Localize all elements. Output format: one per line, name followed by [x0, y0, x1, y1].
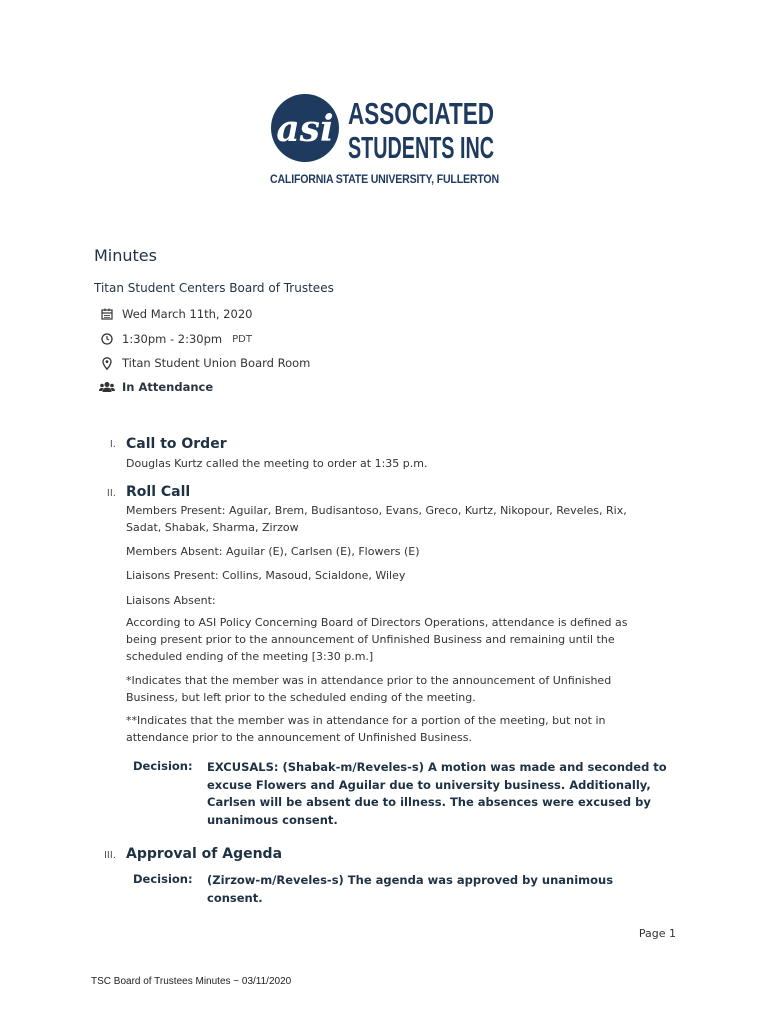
meeting-location: Titan Student Union Board Room	[122, 356, 311, 370]
logo-subtitle: CALIFORNIA STATE UNIVERSITY, FULLERTON	[270, 174, 499, 186]
svg-text:asi: asi	[276, 108, 334, 150]
section-title-approval-of-agenda: Approval of Agenda	[126, 846, 283, 862]
section-number: II.	[106, 488, 116, 499]
board-name: Titan Student Centers Board of Trustees	[94, 281, 334, 295]
location-row	[98, 356, 310, 370]
attendance-heading: In Attendance	[122, 380, 214, 394]
document-title: Minutes	[94, 246, 157, 265]
members-present: Members Present: Aguilar, Brem, Budisantoso, Evans, Greco, Kurtz, Nikopour, Reveles, Rix, Sadat, Shabak, Sharma, Zirzow	[126, 504, 627, 534]
svg-text:ASSOCIATED: ASSOCIATED	[348, 96, 494, 131]
decision-label: Decision:	[133, 872, 193, 886]
users-icon	[98, 380, 116, 394]
timezone: PDT	[232, 333, 252, 345]
location-pin-icon	[98, 356, 116, 370]
calendar-icon	[98, 307, 116, 321]
call-to-order-text: Douglas Kurtz called the meeting to order at 1:35 p.m.	[126, 457, 428, 470]
meeting-date: Wed March 11th, 2020	[122, 307, 253, 321]
liaisons-absent: Liaisons Absent:	[126, 594, 216, 607]
section-title-call-to-order: Call to Order	[126, 436, 227, 452]
meeting-time: 1:30pm - 2:30pm	[122, 332, 223, 346]
date-row	[98, 307, 252, 321]
liaisons-present: Liaisons Present: Collins, Masoud, Scialdone, Wiley	[126, 569, 406, 582]
decision-excusals: EXCUSALS: (Shabak-m/Reveles-s) A motion was made and seconded to excuse Flowers and Aguilar due to university business. Additionally, Carlsen will be absent due to illness. The absences were excused by unanimous consent.	[207, 760, 667, 827]
attendance-note-single: *Indicates that the member was in attendance prior to the announcement of Unfinished Business, but left prior to the scheduled ending of the meeting.	[126, 674, 612, 704]
section-title-roll-call: Roll Call	[126, 484, 191, 500]
attendance-row	[98, 380, 213, 394]
svg-text:STUDENTS INC: STUDENTS INC	[348, 130, 494, 165]
section-number: III.	[103, 850, 116, 861]
page-footer: TSC Board of Trustees Minutes ~ 03/11/2020	[91, 976, 292, 987]
section-number: I.	[109, 439, 116, 450]
attendance-note-double: **Indicates that the member was in attendance for a portion of the meeting, but not in attendance prior to the announcement of Unfinished Business.	[126, 714, 606, 744]
attendance-policy: According to ASI Policy Concerning Board of Directors Operations, attendance is defined as being present prior to the announcement of Unfinished Business and remaining until the scheduled ending of the meeting [3:30 p.m.]	[126, 616, 628, 663]
members-absent: Members Absent: Aguilar (E), Carlsen (E), Flowers (E)	[126, 545, 420, 558]
decision-label: Decision:	[133, 759, 193, 773]
page-number: Page 1	[638, 927, 676, 940]
clock-icon	[98, 332, 116, 346]
time-row	[98, 332, 252, 346]
decision-agenda: (Zirzow-m/Reveles-s) The agenda was approved by unanimous consent.	[207, 873, 614, 905]
